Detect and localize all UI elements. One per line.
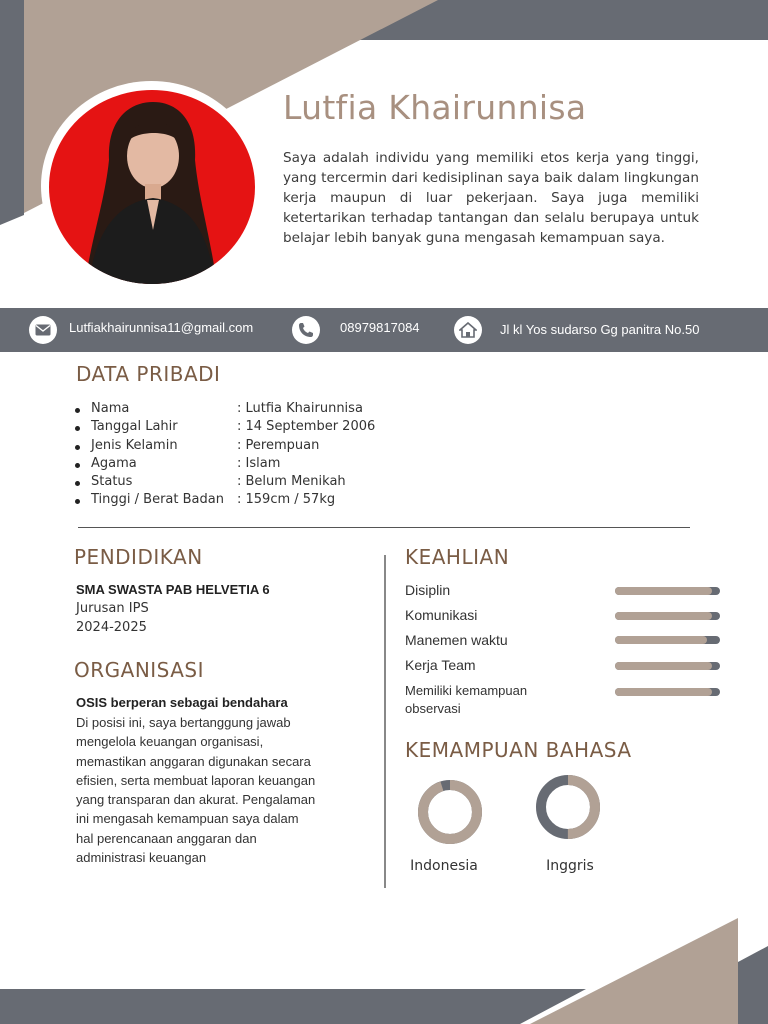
- profile-photo-frame: [41, 81, 262, 291]
- personal-data-label: Tinggi / Berat Badan: [91, 492, 224, 508]
- skill-level-bar: [615, 688, 720, 696]
- language-ring: [415, 777, 485, 847]
- bottom-right-slate: [738, 946, 768, 1024]
- organization-description-line: ini mengasah kemampuan saya dalam: [76, 811, 299, 827]
- organization-description-line: yang transparan dan akurat. Pengalaman: [76, 792, 316, 808]
- skill-name: Kerja Team: [405, 657, 476, 673]
- personal-data-value: : Perempuan: [237, 437, 320, 453]
- skill-level-fill: [615, 636, 707, 644]
- organization-description: [76, 713, 334, 867]
- section-title-personal: DATA PRIBADI: [76, 362, 221, 386]
- skill-level-fill: [615, 662, 712, 670]
- email-icon: [29, 316, 57, 344]
- personal-data-label: Tanggal Lahir: [91, 419, 178, 435]
- organization-description-line: mengelola keuangan organisasi,: [76, 734, 264, 750]
- skill-name: Memiliki kemampuan observasi: [405, 683, 528, 716]
- personal-data-value: : Belum Menikah: [237, 474, 346, 490]
- organization-description-line: hal perencanaan anggaran dan: [76, 830, 257, 846]
- language-ring-fill: [423, 785, 477, 839]
- section-title-education: PENDIDIKAN: [74, 545, 203, 569]
- language-name: Inggris: [546, 858, 594, 874]
- skill-level-fill: [615, 688, 712, 696]
- education-years: 2024-2025: [76, 620, 147, 635]
- skill-name: Manemen waktu: [405, 632, 508, 648]
- contact-phone[interactable]: 08979817084: [340, 320, 420, 335]
- section-title-languages: KEMAMPUAN BAHASA: [405, 738, 632, 762]
- personal-data-value: : 159cm / 57kg: [237, 492, 336, 508]
- column-divider: [384, 555, 386, 888]
- personal-data-value: : 14 September 2006: [237, 419, 376, 435]
- bottom-slate-band: [0, 989, 586, 1024]
- education-school: SMA SWASTA PAB HELVETIA 6: [76, 582, 270, 597]
- profile-summary: Saya adalah individu yang memiliki etos kerja yang tinggi, yang tercermin dari kedisiplinan saya baik dalam lingkungan kerja maupun di luar pekerjaan. Saya juga memiliki ketertarikan terhadap tantangan dan selalu berupaya untuk belajar lebih banyak guna mengasah kemampuan saya.: [283, 150, 699, 246]
- personal-data-label: Nama: [91, 401, 130, 416]
- home-icon: [454, 316, 482, 344]
- phone-icon: [292, 316, 320, 344]
- contact-address: Jl kl Yos sudarso Gg panitra No.50: [500, 322, 700, 337]
- skill-level-fill: [615, 612, 712, 620]
- organization-description-line: Di posisi ini, saya bertanggung jawab: [76, 715, 291, 730]
- personal-data-value: : Lutfia Khairunnisa: [237, 401, 363, 416]
- language-name: Indonesia: [410, 858, 478, 874]
- skill-level-bar: [615, 587, 720, 595]
- organization-description-line: administrasi keuangan: [76, 850, 207, 866]
- skill-level-bar: [615, 612, 720, 620]
- skill-level-bar: [615, 662, 720, 670]
- organization-description-line: memastikan anggaran digunakan secara: [76, 753, 311, 769]
- bottom-taupe-triangle: [530, 918, 738, 1024]
- section-divider: [78, 527, 690, 528]
- skill-level-fill: [615, 587, 712, 595]
- personal-data-label: Jenis Kelamin: [91, 437, 178, 453]
- organization-description-line: efisien, serta membuat laporan keuangan: [76, 772, 316, 788]
- personal-data-label: Agama: [91, 455, 137, 471]
- section-title-organization: ORGANISASI: [74, 658, 205, 682]
- skill-name: Komunikasi: [405, 607, 478, 623]
- left-slate-strip: [0, 0, 24, 225]
- bullet-icon: [75, 408, 80, 413]
- personal-data-label: Status: [91, 474, 133, 490]
- bullet-icon: [75, 463, 80, 468]
- contact-email[interactable]: Lutfiakhairunnisa11@gmail.com: [69, 320, 254, 335]
- personal-data-value: : Islam: [237, 455, 281, 471]
- skill-name: Disiplin: [405, 582, 451, 598]
- skill-level-bar: [615, 636, 720, 644]
- language-ring: [533, 772, 603, 842]
- section-title-skills: KEAHLIAN: [405, 545, 510, 569]
- organization-role: OSIS berperan sebagai bendahara: [76, 695, 288, 710]
- education-major: Jurusan IPS: [76, 601, 149, 616]
- person-silhouette: [49, 90, 255, 284]
- profile-photo: [49, 90, 255, 284]
- full-name: Lutfia Khairunnisa: [283, 88, 587, 127]
- bullet-icon: [75, 445, 80, 450]
